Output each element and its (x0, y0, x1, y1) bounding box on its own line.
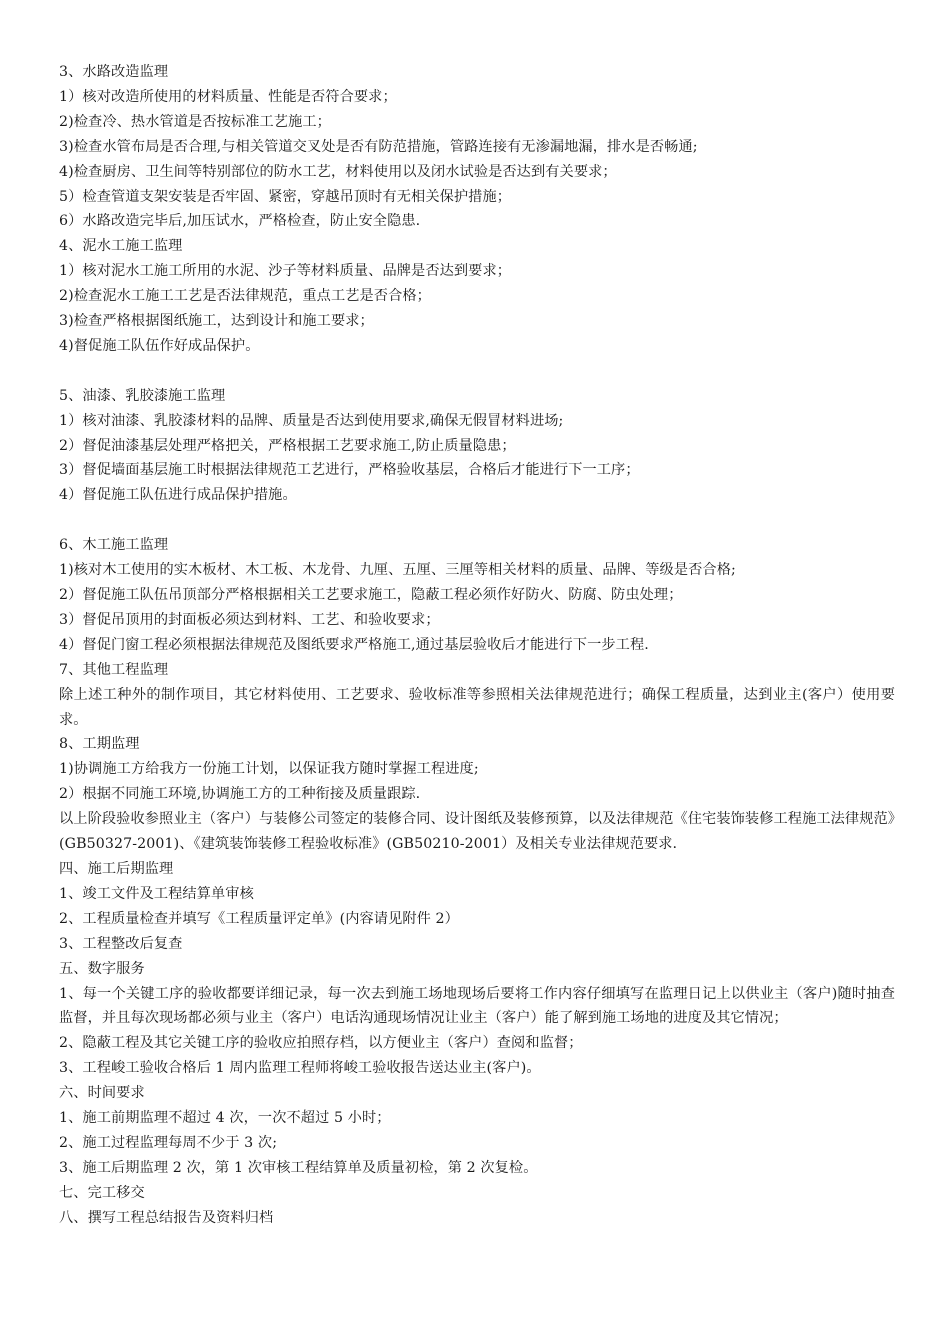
text-line: 以上阶段验收参照业主（客户）与装修公司签定的装修合同、设计图纸及装修预算，以及法律规范《住宅装饰装修工程施工法律规范》(GB50327-2001)、《建筑装饰装修工程验收标准》(GB50210-2001）及相关专业法律规范要求. (59, 811, 895, 853)
text-line: 3)检查严格根据图纸施工，达到设计和施工要求； (59, 313, 374, 330)
text-line: 3、工程峻工验收合格后 1 周内监理工程师将峻工验收报告送达业主(客户)。 (59, 1060, 541, 1077)
text-line: 五、数字服务 (59, 960, 145, 977)
text-line: 2)检查泥水工施工工艺是否法律规范，重点工艺是否合格； (59, 288, 431, 305)
text-line: 4、泥水工施工监理 (59, 238, 183, 255)
text-line: 3、施工后期监理 2 次，第 1 次审核工程结算单及质量初检，第 2 次复检。 (59, 1159, 538, 1176)
blank-line (59, 359, 895, 384)
text-line: 8、工期监理 (59, 736, 140, 753)
text-line: 2、施工过程监理每周不少于 3 次; (59, 1134, 278, 1151)
text-line: 1）核对泥水工施工所用的水泥、沙子等材料质量、品牌是否达到要求； (59, 263, 512, 280)
text-line: 7、其他工程监理 (59, 661, 169, 678)
text-line: 3）督促墙面基层施工时根据法律规范工艺进行，严格验收基层，合格后才能进行下一工序； (59, 462, 640, 479)
text-line: 七、完工移交 (59, 1184, 145, 1201)
text-line: 3、工程整改后复查 (59, 935, 183, 952)
text-line: 4)督促施工队伍作好成品保护。 (59, 337, 260, 354)
text-line: 2)检查冷、热水管道是否按标准工艺施工； (59, 113, 331, 130)
text-line: 2、隐蔽工程及其它关键工序的验收应拍照存档，以方便业主（客户）查阅和监督； (59, 1035, 583, 1052)
document-page (59, 60, 895, 1231)
text-line: 4）督促施工队伍进行成品保护措施。 (59, 487, 297, 504)
text-line: 5）检查管道支架安装是否牢固、紧密，穿越吊顶时有无相关保护措施； (59, 188, 512, 205)
text-line: 3）督促吊顶用的封面板必须达到材料、工艺、和验收要求； (59, 611, 440, 628)
text-line: 6）水路改造完毕后,加压试水，严格检查，防止安全隐患. (59, 213, 421, 230)
blank-line (59, 508, 895, 533)
text-line: 1）核对油漆、乳胶漆材料的品牌、质量是否达到使用要求,确保无假冒材料进场; (59, 412, 564, 429)
text-line: 3、水路改造监理 (59, 64, 169, 80)
text-line: 四、施工后期监理 (59, 860, 174, 877)
text-line: 4)检查厨房、卫生间等特别部位的防水工艺，材料使用以及闭水试验是否达到有关要求； (59, 163, 617, 180)
text-line: 2）督促油漆基层处理严格把关，严格根据工艺要求施工,防止质量隐患； (59, 437, 516, 454)
text-line: 1、竣工文件及工程结算单审核 (59, 885, 254, 902)
text-line: 1、施工前期监理不超过 4 次，一次不超过 5 小时； (59, 1110, 391, 1127)
text-line: 3)检查水管布局是否合理,与相关管道交叉处是否有防范措施，管路连接有无渗漏地漏，排水是否畅通; (59, 138, 698, 155)
text-line: 六、时间要求 (59, 1085, 145, 1102)
text-line: 除上述工种外的制作项目，其它材料使用、工艺要求、验收标准等参照相关法律规范进行；确保工程质量，达到业主(客户）使用要求。 (59, 686, 895, 728)
text-line: 1）核对改造所使用的材料质量、性能是否符合要求； (59, 88, 397, 105)
text-line: 5、油漆、乳胶漆施工监理 (59, 387, 226, 404)
text-line: 4）督促门窗工程必须根据法律规范及图纸要求严格施工,通过基层验收后才能进行下一步工程. (59, 636, 649, 653)
text-line: 2）根据不同施工环境,协调施工方的工种衔接及质量跟踪. (59, 786, 421, 803)
text-line: 1)核对木工使用的实木板材、木工板、木龙骨、九厘、五厘、三厘等相关材料的质量、品牌、等级是否合格; (59, 562, 736, 579)
text-line: 1)协调施工方给我方一份施工计划，以保证我方随时掌握工程进度; (59, 761, 479, 778)
text-line: 2）督促施工队伍吊顶部分严格根据相关工艺要求施工，隐蔽工程必须作好防火、防腐、防虫处理； (59, 587, 683, 603)
text-line: 6、木工施工监理 (59, 537, 169, 554)
text-line: 八、撰写工程总结报告及资料归档 (59, 1209, 274, 1226)
text-line: 2、工程质量检查并填写《工程质量评定单》(内容请见附件 2） (59, 910, 459, 927)
text-line: 1、每一个关键工序的验收都要详细记录，每一次去到施工场地现场后要将工作内容仔细填写在监理日记上以供业主（客户)随时抽查监督，并且每次现场都必须与业主（客户）电话沟通现场情况让业主（客户）能了解到施工场地的进度及其它情况； (59, 985, 895, 1027)
